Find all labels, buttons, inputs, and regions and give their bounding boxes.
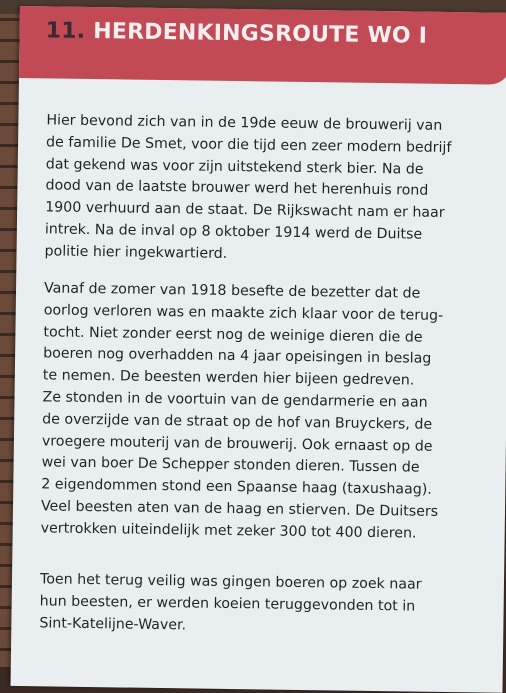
text-line: 2 eigendommen stond een Spaanse haag (taxushaag). xyxy=(41,476,432,498)
text-line: Sint-Katelijne-Waver. xyxy=(39,614,187,633)
text-line: Toen het terug veilig was gingen boeren op zoek naar xyxy=(39,571,422,593)
text-line: te nemen. De beesten werden hier bijeen gedreven. xyxy=(42,367,415,389)
text-line: politie hier ingekwartierd. xyxy=(44,243,228,262)
route-number: 11. xyxy=(45,18,86,44)
paragraph-2 xyxy=(41,278,506,546)
text-line: hun beesten, er werden koeien teruggevonden tot in xyxy=(39,593,416,615)
text-line: vroegere mouterij van de brouwerij. Ook ernaast op de xyxy=(41,432,433,455)
text-line: de overzijde van de straat op de hof van Bruyckers, de xyxy=(42,411,433,433)
text-line: oorlog verloren was en maakte zich klaar voor de terug- xyxy=(43,302,444,324)
text-line: Ze stonden in de voortuin van de gendarmerie en aan xyxy=(42,389,428,411)
text-line: tocht. Niet zonder eerst nog de weinige dieren die de xyxy=(43,323,423,346)
text-line: vertrokken uiteindelijk met zeker 300 tot 400 dieren. xyxy=(40,520,417,542)
sign-title xyxy=(45,18,427,48)
paragraph-3 xyxy=(39,569,502,641)
route-title: HERDENKINGSROUTE WO I xyxy=(93,19,428,49)
sign-header xyxy=(19,6,506,85)
memorial-sign xyxy=(11,6,506,693)
text-line: Veel beesten aten van de haag en stierven. De Duitsers xyxy=(40,498,439,520)
text-line: dat gekend was voor zijn uitstekend sterk bier. Na de xyxy=(45,155,424,178)
paragraph-1 xyxy=(44,110,506,269)
text-line: Vanaf de zomer van 1918 besefte de bezetter dat de xyxy=(43,280,421,302)
text-line: de familie De Smet, voor die tijd een zeer modern bedrijf xyxy=(45,134,452,156)
text-line: Hier bevond zich van in de 19de eeuw de brouwerij van xyxy=(46,112,443,134)
text-line: 1900 verhuurd aan de staat. De Rijkswacht nam er haar xyxy=(45,199,445,222)
text-line: intrek. Na de inval op 8 oktober 1914 werd de Duitse xyxy=(44,221,423,243)
text-line: dood van de laatste brouwer werd het herenhuis rond xyxy=(45,177,429,200)
text-line: wei van boer De Schepper stonden dieren. Tussen de xyxy=(41,454,420,476)
text-line: boeren nog overhadden na 4 jaar opeisingen in beslag xyxy=(43,345,432,368)
